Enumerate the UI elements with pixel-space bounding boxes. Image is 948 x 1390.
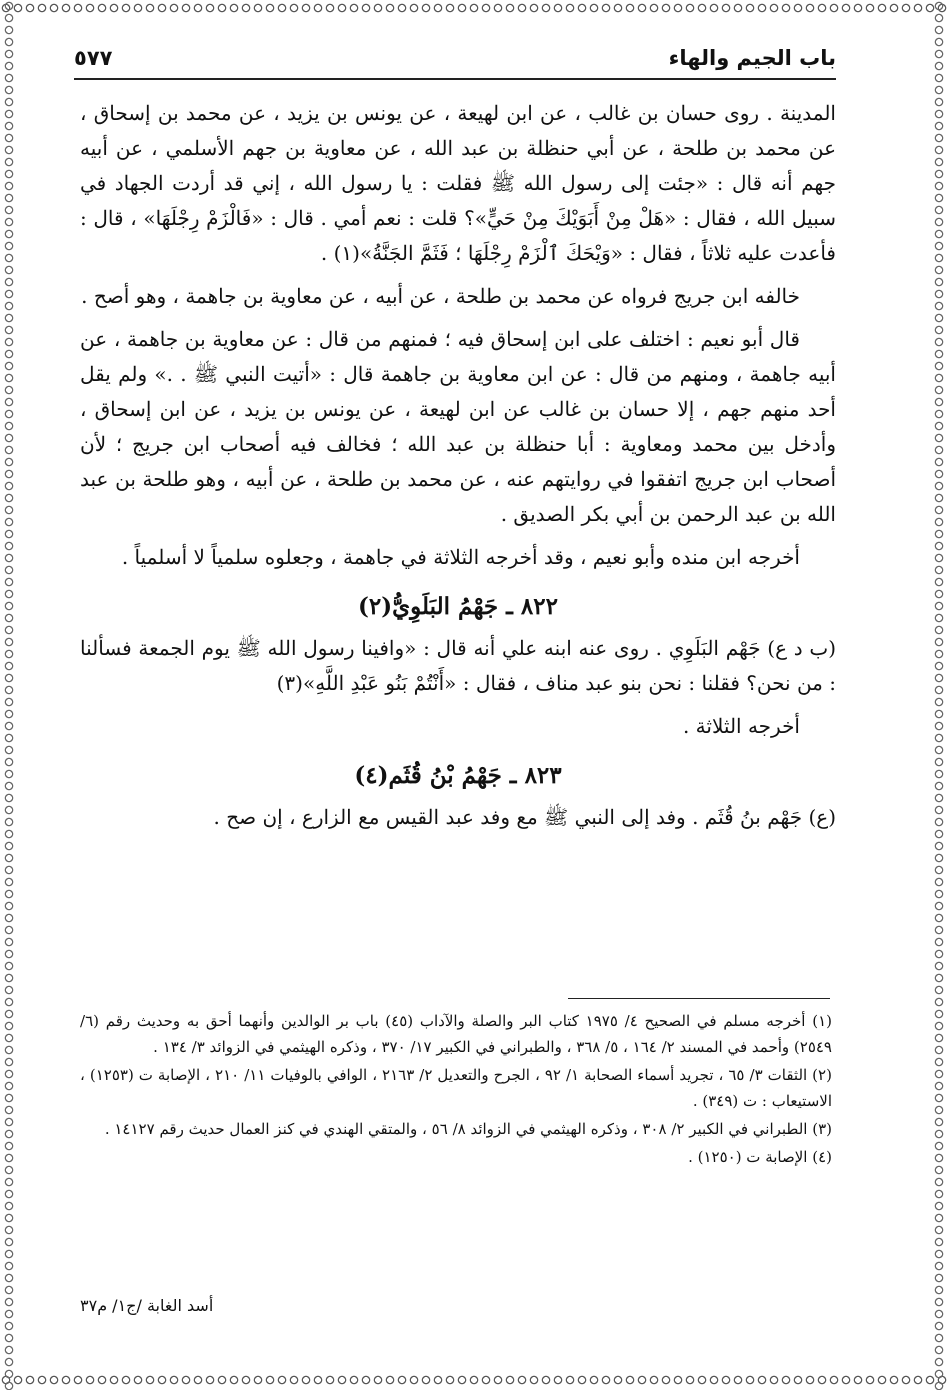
decorative-border-top [0, 0, 948, 16]
paragraph: المدينة . روى حسان بن غالب ، عن ابن لهيعة ، عن يونس بن يزيد ، عن محمد بن إسحاق ، عن محمد بن طلحة ، عن أبي حنظلة بن عبد الله ، عن معاوية بن جهم الأسلمي ، عن أبيه جهم أنه قال : «جئت إلى رسول الله ﷺ فقلت : يا رسول الله ، إني قد أردت الجهاد في سبيل الله ، فقال : «هَلْ مِنْ أَبَوَيْكَ مِنْ حَيٍّ»؟ قلت : نعم أمي . قال : «فَالْزَمْ رِجْلَهَا» ، قال : فأعدت عليه ثلاثاً ، فقال : «وَيْحَكَ ٱلْزَمْ رِجْلَهَا ؛ فَثَمَّ الجَنَّةُ»(١) . [80, 101, 836, 265]
paragraph: (ع) جَهْم بنُ قُثَم . وفد إلى النبي ﷺ مع وفد عبد القيس مع الزارع ، إن صح . [213, 805, 836, 829]
page-number: ٥٧٧ [74, 46, 113, 70]
running-title: باب الجيم والهاء [668, 46, 836, 70]
decorative-border-left [2, 0, 16, 1390]
decorative-border-right [932, 0, 946, 1390]
footnote: (٣) الطبراني في الكبير ٢/ ٣٠٨ ، وذكره الهيثمي في الزوائد ٨/ ٥٦ ، والمتقي الهندي في كنز العمال حديث رقم ١٤١٢٧ . [104, 1120, 832, 1138]
footnote-rule [568, 998, 830, 999]
decorative-border-bottom [0, 1372, 948, 1388]
paragraph: (ب د ع) جَهْم البَلَوِي . روى عنه ابنه علي أنه قال : «وافينا رسول الله ﷺ يوم الجمعة فسألنا : من نحن؟ فقلنا : نحن بنو عبد مناف ، فقال : «أَنْتُمْ بَنُو عَبْدِ اللَّهِ»(٣) [80, 636, 836, 695]
main-text [80, 96, 836, 843]
entry-heading-822: ٨٢٢ ـ جَهْمُ البَلَوِيُّ(٢) [358, 593, 558, 620]
footnotes [80, 1008, 832, 1172]
paragraph: أخرجه الثلاثة . [682, 714, 800, 738]
paragraph: خالفه ابن جريج فرواه عن محمد بن طلحة ، عن أبيه ، عن معاوية بن جاهمة ، وهو أصح . [81, 284, 800, 308]
footnote: (٤) الإصابة ت (١٢٥٠) . [688, 1148, 832, 1166]
footnote: (٢) الثقات ٣/ ٦٥ ، تجريد أسماء الصحابة ١/ ٩٢ ، الجرح والتعديل ٢/ ٢١٦٣ ، الوافي بالوفيات ١١/ ٢١٠ ، الإصابة ت (١٢٥٣) ، الاستيعاب : ت (٣٤٩) . [80, 1066, 832, 1110]
entry-heading-823: ٨٢٣ ـ جَهْمُ بْنُ قُثَم(٤) [354, 762, 562, 789]
paragraph: قال أبو نعيم : اختلف على ابن إسحاق فيه ؛ فمنهم من قال : عن معاوية بن جاهمة ، عن أبيه جاهمة ، ومنهم من قال : عن ابن معاوية بن جاهمة قال : «أتيت النبي ﷺ . .» ولم يقل أحد منهم جهم ، إلا حسان بن غالب عن ابن لهيعة ، عن يونس بن يزيد ، عن ابن إسحاق ، وأدخل بين محمد ومعاوية : أبا حنظلة بن عبد الله ؛ فخالف فيه أصحاب ابن جريج ؛ لأن أصحاب ابن جريج اتفقوا في روايتهم عنه ، عن محمد بن طلحة ، عن أبيه ، وهو طلحة بن عبد الله بن عبد الرحمن بن أبي بكر الصديق . [80, 327, 836, 526]
page-footer-signature: أسد الغابة /ج١/ م٣٧ [80, 1296, 214, 1315]
header-rule [74, 78, 836, 80]
paragraph: أخرجه ابن منده وأبو نعيم ، وقد أخرجه الثلاثة في جاهمة ، وجعلوه سلمياً لا أسلمياً . [121, 545, 800, 569]
footnote: (١) أخرجه مسلم في الصحيح ٤/ ١٩٧٥ كتاب البر والصلة والآداب (٤٥) باب بر الوالدين وأنهما أحق به وحديث رقم (٦/ ٢٥٤٩) وأحمد في المسند ٢/ ١٦٤ ، ٥/ ٣٦٨ ، والطبراني في الكبير ١٧/ ٣٧٠ ، وذكره الهيثمي في الزوائد ٣/ ١٣٤ . [80, 1012, 832, 1056]
